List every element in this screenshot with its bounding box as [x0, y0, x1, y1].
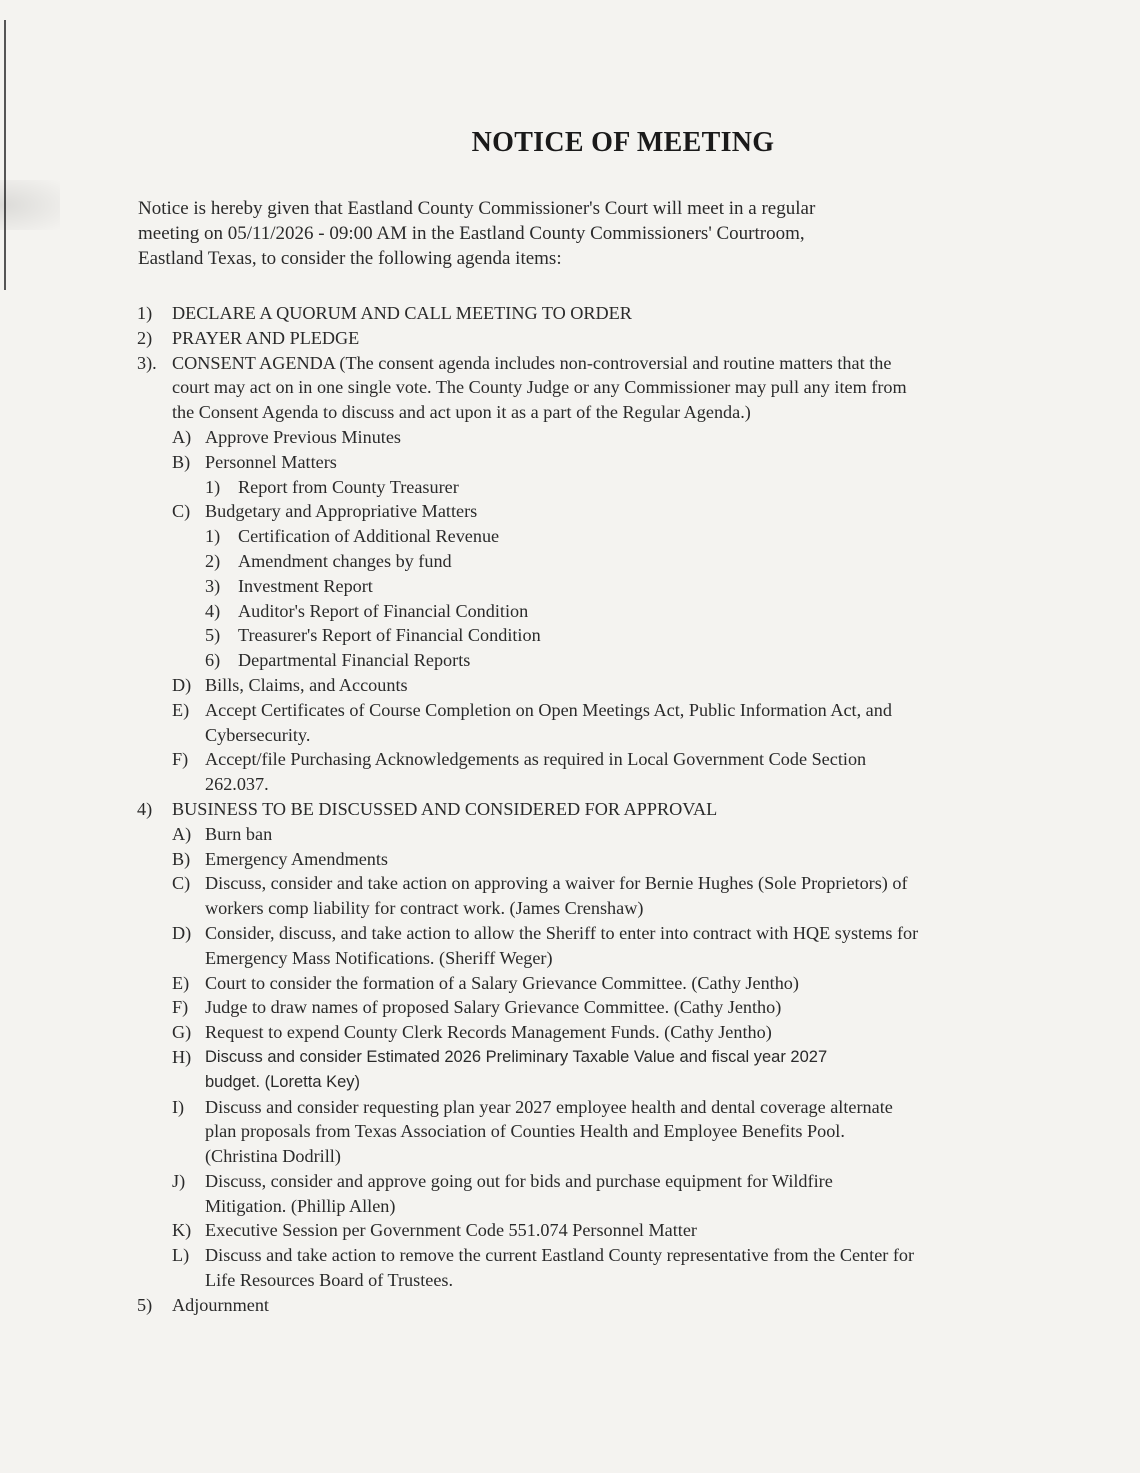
- item-line: Accept Certificates of Course Completion on Open Meetings Act, Public Information Act, and: [205, 699, 892, 720]
- item-text: [205, 747, 1140, 797]
- item-line: CONSENT AGENDA (The consent agenda includes non-controversial and routine matters that the: [172, 352, 892, 373]
- item-number: 4): [137, 798, 153, 819]
- agenda-subsubitem: [0, 574, 1140, 599]
- item-line: Accept/file Purchasing Acknowledgements as required in Local Government Code Section: [205, 749, 867, 770]
- agenda-subitem: [0, 1045, 1140, 1095]
- item-line: Report from County Treasurer: [238, 476, 459, 497]
- intro-line: Eastland Texas, to consider the following agenda items:: [138, 248, 562, 269]
- item-number: K): [172, 1220, 192, 1241]
- item-line: Discuss and consider requesting plan year 2027 employee health and dental coverage alternate: [205, 1096, 893, 1117]
- agenda-subitem: [0, 673, 1140, 698]
- item-number: 1): [205, 526, 221, 547]
- agenda-list: [0, 301, 1140, 1318]
- item-text: [238, 648, 1140, 673]
- item-line: Mitigation. (Phillip Allen): [205, 1195, 396, 1216]
- item-line: Discuss and consider Estimated 2026 Preliminary Taxable Value and fiscal year 2027: [205, 1047, 828, 1066]
- item-line: Emergency Mass Notifications. (Sheriff Weger): [205, 947, 553, 968]
- item-number: 5): [205, 625, 221, 646]
- item-line: DECLARE A QUORUM AND CALL MEETING TO ORDER: [172, 303, 632, 323]
- agenda-subsubitem: [0, 475, 1140, 500]
- item-text: [172, 301, 1140, 326]
- item-text: [238, 574, 1140, 599]
- agenda-item: [0, 301, 1140, 326]
- item-line: Budgetary and Appropriative Matters: [205, 501, 478, 522]
- item-number: 2): [205, 550, 221, 571]
- item-line: 262.037.: [205, 774, 269, 795]
- item-text: [205, 1243, 1140, 1293]
- item-line: the Consent Agenda to discuss and act upon it as a part of the Regular Agenda.): [172, 402, 751, 423]
- item-number: L): [172, 1245, 190, 1266]
- agenda-subitem: [0, 698, 1140, 748]
- item-number: 2): [137, 327, 153, 348]
- item-line: Personnel Matters: [205, 451, 337, 472]
- item-number: G): [172, 1022, 192, 1043]
- item-number: E): [172, 699, 190, 720]
- item-number: H): [172, 1046, 192, 1067]
- agenda-subitem: [0, 425, 1140, 450]
- item-text: [205, 450, 1140, 475]
- item-text: [238, 549, 1140, 574]
- item-text: [205, 921, 1140, 971]
- item-number: F): [172, 749, 189, 770]
- agenda-subitem: [0, 921, 1140, 971]
- intro-line: Notice is hereby given that Eastland County Commissioner's Court will meet in a regular: [138, 198, 816, 219]
- agenda-subitem: [0, 847, 1140, 872]
- agenda-subitem: [0, 1169, 1140, 1219]
- item-text: [172, 351, 1140, 425]
- agenda-subitem: [0, 1020, 1140, 1045]
- item-number: E): [172, 972, 190, 993]
- item-line: BUSINESS TO BE DISCUSSED AND CONSIDERED FOR APPROVAL: [172, 798, 718, 819]
- item-line: workers comp liability for contract work. (James Crenshaw): [205, 898, 644, 919]
- item-line: Judge to draw names of proposed Salary Grievance Committee. (Cathy Jentho): [205, 997, 782, 1018]
- item-line: Investment Report: [238, 575, 373, 596]
- agenda-subsubitem: [0, 549, 1140, 574]
- item-number: B): [172, 451, 191, 472]
- agenda-subsubitem: [0, 524, 1140, 549]
- item-line: court may act on in one single vote. The County Judge or any Commissioner may pull any item from: [172, 377, 907, 398]
- agenda-subitem: [0, 1218, 1140, 1243]
- item-text: [205, 1095, 1140, 1169]
- item-text: [238, 623, 1140, 648]
- item-text: [172, 797, 1140, 822]
- item-line: Departmental Financial Reports: [238, 650, 471, 671]
- item-number: 6): [205, 650, 221, 671]
- item-text: [238, 524, 1140, 549]
- item-line: Auditor's Report of Financial Condition: [238, 600, 529, 621]
- item-text: [172, 1293, 1140, 1318]
- item-number: A): [172, 426, 192, 447]
- item-text: [238, 599, 1140, 624]
- item-line: plan proposals from Texas Association of Counties Health and Employee Benefits Pool.: [205, 1121, 845, 1142]
- item-line: Executive Session per Government Code 551.074 Personnel Matter: [205, 1220, 697, 1241]
- item-line: Treasurer's Report of Financial Condition: [238, 625, 541, 646]
- agenda-subsubitem: [0, 623, 1140, 648]
- item-line: Approve Previous Minutes: [205, 426, 402, 447]
- agenda-subitem: [0, 995, 1140, 1020]
- item-number: 5): [137, 1294, 153, 1315]
- item-number: C): [172, 501, 191, 522]
- item-number: C): [172, 873, 191, 894]
- agenda-item: [0, 1293, 1140, 1318]
- item-line: Burn ban: [205, 823, 273, 844]
- item-text: [172, 326, 1140, 351]
- agenda-subitem: [0, 822, 1140, 847]
- item-number: J): [172, 1170, 186, 1191]
- agenda-subitem: [0, 971, 1140, 996]
- item-line: Emergency Amendments: [205, 848, 389, 869]
- item-text: [205, 871, 1140, 921]
- agenda-item: [0, 797, 1140, 822]
- intro-line: meeting on 05/11/2026 - 09:00 AM in the Eastland County Commissioners' Courtroom,: [138, 223, 805, 244]
- item-line: PRAYER AND PLEDGE: [172, 327, 360, 348]
- item-line: Amendment changes by fund: [238, 550, 452, 571]
- agenda-subitem: [0, 1243, 1140, 1293]
- item-line: Certification of Additional Revenue: [238, 526, 500, 547]
- scan-edge-shadow: [0, 180, 60, 230]
- item-text: [205, 673, 1140, 698]
- item-text: [205, 1169, 1140, 1219]
- document-title: NOTICE OF MEETING: [471, 127, 775, 158]
- item-line: Discuss, consider and take action on approving a waiver for Bernie Hughes (Sole Proprietors) of: [205, 873, 908, 894]
- item-text: [205, 971, 1140, 996]
- agenda-subitem: [0, 871, 1140, 921]
- item-number: 3).: [137, 352, 157, 373]
- item-text: [205, 1218, 1140, 1243]
- item-line: Bills, Claims, and Accounts: [205, 674, 408, 695]
- item-number: B): [172, 848, 191, 869]
- item-line: Discuss, consider and approve going out for bids and purchase equipment for Wildfire: [205, 1170, 833, 1191]
- item-text: [205, 847, 1140, 872]
- item-text: [205, 1020, 1140, 1045]
- item-line: (Christina Dodrill): [205, 1146, 341, 1167]
- item-text: [205, 1045, 1140, 1095]
- item-number: F): [172, 997, 189, 1018]
- item-text: [205, 995, 1140, 1020]
- agenda-subsubitem: [0, 648, 1140, 673]
- item-line: Consider, discuss, and take action to allow the Sheriff to enter into contract with HQE systems for: [205, 922, 919, 943]
- item-line: Cybersecurity.: [205, 724, 311, 745]
- agenda-item: [0, 326, 1140, 351]
- agenda-subitem: [0, 499, 1140, 524]
- agenda-subsubitem: [0, 599, 1140, 624]
- item-text: [205, 822, 1140, 847]
- item-text: [205, 425, 1140, 450]
- item-line: Discuss and take action to remove the current Eastland County representative from the Center for: [205, 1245, 915, 1266]
- item-number: I): [172, 1096, 185, 1117]
- item-line: budget. (Loretta Key): [205, 1072, 361, 1091]
- item-number: 1): [205, 476, 221, 497]
- item-text: [205, 698, 1140, 748]
- agenda-item: [0, 351, 1140, 425]
- item-number: 1): [137, 303, 153, 323]
- item-number: 4): [205, 600, 221, 621]
- agenda-subitem: [0, 747, 1140, 797]
- agenda-subitem: [0, 1095, 1140, 1169]
- item-number: 3): [205, 575, 221, 596]
- item-line: Request to expend County Clerk Records Management Funds. (Cathy Jentho): [205, 1022, 772, 1043]
- item-number: D): [172, 674, 192, 695]
- item-line: Court to consider the formation of a Salary Grievance Committee. (Cathy Jentho): [205, 972, 799, 993]
- item-number: D): [172, 922, 192, 943]
- item-number: A): [172, 823, 192, 844]
- item-line: Adjournment: [172, 1294, 269, 1315]
- item-line: Life Resources Board of Trustees.: [205, 1270, 454, 1291]
- intro-paragraph: [138, 196, 968, 271]
- agenda-subitem: [0, 450, 1140, 475]
- item-text: [238, 475, 1140, 500]
- item-text: [205, 499, 1140, 524]
